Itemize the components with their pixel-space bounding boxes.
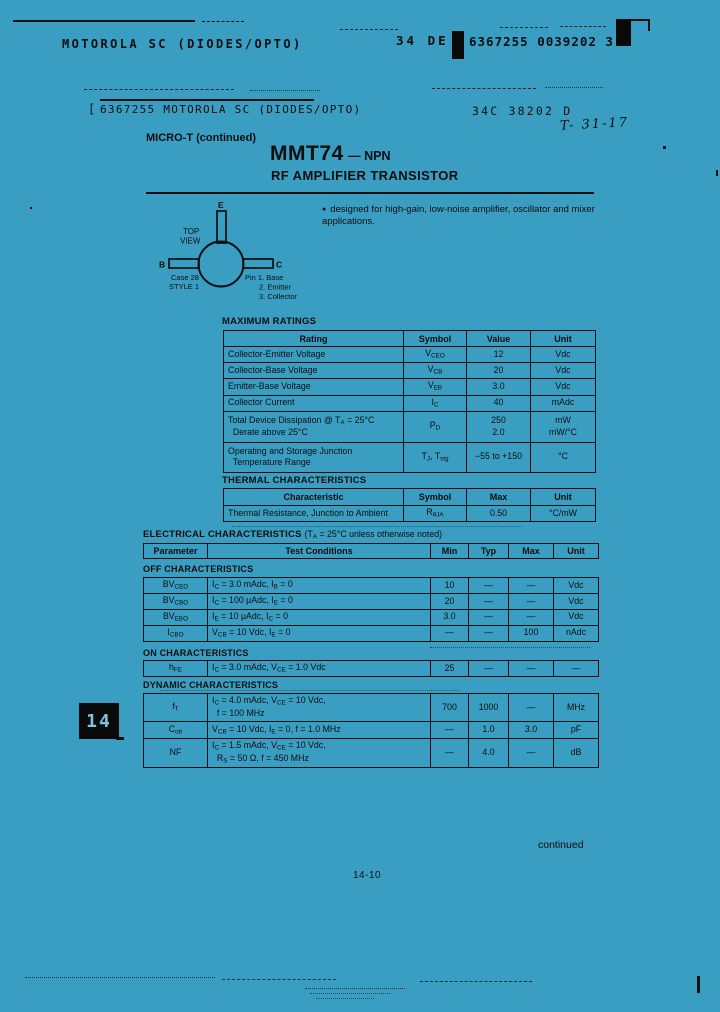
header-row — [224, 331, 596, 347]
column-header: Unit — [531, 489, 596, 506]
cell-typ: — — [469, 593, 509, 609]
scan-line — [560, 26, 606, 27]
lead-c-label: C — [276, 259, 283, 270]
scan-speck — [663, 146, 666, 149]
cell-max: 3.0 — [509, 722, 554, 739]
header-line2-left: 6367255 MOTOROLA SC (DIODES/OPTO) — [100, 103, 362, 116]
scan-smudge — [310, 993, 390, 994]
collector-lead — [243, 259, 273, 268]
page-number: 14-10 — [353, 870, 382, 881]
cell-symbol: $V_{CEO}$ — [404, 347, 467, 363]
on-characteristics-label: ON CHARACTERISTICS — [143, 648, 249, 658]
cell-rating: Emitter-Base Voltage — [224, 378, 404, 395]
table-row — [224, 506, 596, 522]
cell-typ: 1.0 — [469, 722, 509, 739]
column-header: Characteristic — [224, 489, 404, 506]
cell-unit: mAdc — [531, 395, 596, 411]
scan-line — [420, 981, 532, 982]
scan-speck — [648, 19, 650, 31]
handwritten-note: T- 31-17 — [559, 115, 630, 134]
table-row — [224, 362, 596, 378]
column-header: Max — [509, 544, 554, 559]
cell-cond: $V_{CB} = 10$ Vdc, $I_E = 0$ — [208, 625, 431, 641]
chapter-tab — [79, 703, 119, 739]
table-row — [224, 395, 596, 411]
style-label: STYLE 1 — [169, 282, 200, 291]
cell-min: 25 — [431, 661, 469, 677]
cell-cond: $I_C = 3.0$ mAdc, $I_B = 0$ — [208, 578, 431, 594]
scan-smudge — [305, 988, 405, 989]
cell-cond: $I_C = 100$ μAdc, $I_E = 0$ — [208, 593, 431, 609]
barcode-block-icon — [616, 19, 631, 46]
cell-value: 250 2.0 — [467, 411, 531, 442]
section-label: MICRO-T (continued) — [146, 132, 256, 144]
cell-min: 10 — [431, 578, 469, 594]
column-header: Min — [431, 544, 469, 559]
bracket-mark: [ — [88, 102, 96, 116]
scan-line — [616, 19, 650, 21]
scan-line — [160, 690, 460, 691]
part-number: MMT74 — [270, 142, 344, 165]
header-line1-code: 34 DE — [396, 33, 449, 48]
table-row — [144, 739, 599, 768]
maximum-ratings-title: MAXIMUM RATINGS — [222, 316, 317, 327]
cell-symbol: $V_{EB}$ — [404, 378, 467, 395]
scan-line — [100, 99, 314, 101]
column-header: Max — [467, 489, 531, 506]
cell-param: $BV_{CBO}$ — [144, 593, 208, 609]
table-row — [144, 625, 599, 641]
cell-rating: Operating and Storage Junction Temperature Range — [224, 442, 404, 472]
electrical-title — [143, 529, 442, 541]
cell-unit: nAdc — [554, 625, 599, 641]
cell-unit: pF — [554, 722, 599, 739]
column-header: Parameter — [144, 544, 208, 559]
dynamic-characteristics-label: DYNAMIC CHARACTERISTICS — [143, 680, 279, 690]
column-header: Symbol — [404, 331, 467, 347]
off-characteristics-table — [143, 577, 599, 642]
bullet-text: designed for high-gain, low-noise amplifier, oscillator and mixer applications. — [322, 204, 595, 227]
cell-min: — — [431, 722, 469, 739]
table-row — [224, 378, 596, 395]
case-label: Case 28 — [171, 273, 199, 282]
header-line2-right: 34C 38202 D — [472, 104, 573, 118]
table-row — [144, 722, 599, 739]
pin-label-3: 3. Collector — [259, 292, 297, 301]
scan-speck — [30, 207, 32, 209]
table-row — [144, 609, 599, 625]
cell-typ: — — [469, 661, 509, 677]
header-line1-left: MOTOROLA SC (DIODES/OPTO) — [62, 37, 303, 51]
cell-max: — — [509, 694, 554, 722]
package-drawing — [150, 196, 314, 308]
cell-unit: — — [554, 661, 599, 677]
column-header: Unit — [554, 544, 599, 559]
column-header: Rating — [224, 331, 404, 347]
cell-typ: — — [469, 578, 509, 594]
cell-symbol: $V_{CB}$ — [404, 362, 467, 378]
cell-unit: Vdc — [554, 578, 599, 594]
column-header: Value — [467, 331, 531, 347]
cell-cond: $I_C = 1.5$ mAdc, $V_{CE} = 10$ Vdc, $R_S = 50$ Ω, f = 450 MHz — [208, 739, 431, 768]
cell-param: $BV_{CEO}$ — [144, 578, 208, 594]
dynamic-characteristics-table — [143, 693, 599, 768]
cell-min: 20 — [431, 593, 469, 609]
base-lead — [169, 259, 199, 268]
cell-max: — — [509, 661, 554, 677]
table-row — [144, 578, 599, 594]
scan-line — [250, 90, 320, 91]
lead-e-label: E — [218, 200, 224, 210]
scan-line — [232, 526, 522, 527]
cell-rating: Total Device Dissipation @ $T_A = 25^\circ C$ Derate above 25°C — [224, 411, 404, 442]
cell-cond: $I_C = 4.0$ mAdc, $V_{CE} = 10$ Vdc, f = 100 MHz — [208, 694, 431, 722]
scan-speck — [697, 976, 700, 993]
table-row — [144, 593, 599, 609]
cell-param: $BV_{EBO}$ — [144, 609, 208, 625]
cell-min: 3.0 — [431, 609, 469, 625]
table-row — [224, 442, 596, 472]
cell-max: — — [509, 739, 554, 768]
cell-cond: $I_C = 3.0$ mAdc, $V_{CE} = 1.0$ Vdc — [208, 661, 431, 677]
scan-line — [202, 21, 244, 22]
cell-characteristic: Thermal Resistance, Junction to Ambient — [224, 506, 404, 522]
cell-min: — — [431, 625, 469, 641]
cell-typ: — — [469, 609, 509, 625]
electrical-header-table — [143, 543, 599, 559]
cell-typ: 4.0 — [469, 739, 509, 768]
off-characteristics-label: OFF CHARACTERISTICS — [143, 564, 254, 574]
scan-smudge — [316, 998, 374, 999]
cell-value: 20 — [467, 362, 531, 378]
cell-typ: 1000 — [469, 694, 509, 722]
part-title — [270, 142, 391, 166]
cell-param: $I_{CBO}$ — [144, 625, 208, 641]
scan-speck — [716, 170, 718, 176]
column-header: Typ — [469, 544, 509, 559]
scan-line — [500, 27, 548, 28]
scan-line — [430, 647, 590, 648]
cell-param: NF — [144, 739, 208, 768]
cell-param: $h_{FE}$ — [144, 661, 208, 677]
cell-max: 0.50 — [467, 506, 531, 522]
header-row — [144, 544, 599, 559]
top-view-label-2: VIEW — [180, 236, 201, 246]
cell-unit: MHz — [554, 694, 599, 722]
pin-label-1: Pin 1. Base — [245, 273, 284, 282]
cell-symbol: $I_C$ — [404, 395, 467, 411]
thermal-table — [223, 488, 596, 522]
cell-unit: dB — [554, 739, 599, 768]
electrical-title-note: ($T_A = 25^\circ C$ unless otherwise noted) — [304, 529, 443, 541]
cell-rating: Collector Current — [224, 395, 404, 411]
cell-unit: Vdc — [531, 362, 596, 378]
table-row — [224, 347, 596, 363]
header-row — [224, 489, 596, 506]
cell-value: 12 — [467, 347, 531, 363]
cell-typ: — — [469, 625, 509, 641]
cell-value: −55 to +150 — [467, 442, 531, 472]
scan-line — [13, 20, 195, 22]
cell-symbol: $P_D$ — [404, 411, 467, 442]
continued-label: continued — [538, 839, 584, 851]
scan-line — [545, 87, 603, 88]
cell-unit: Vdc — [554, 609, 599, 625]
cell-rating: Collector-Base Voltage — [224, 362, 404, 378]
bullet-icon: ● — [322, 206, 327, 213]
thermal-title: THERMAL CHARACTERISTICS — [222, 475, 367, 486]
table-row — [144, 661, 599, 677]
table-row — [144, 694, 599, 722]
cell-max: — — [509, 578, 554, 594]
scan-line — [84, 89, 234, 90]
chapter-tab-number: 14 — [86, 710, 112, 732]
top-view-label-1: TOP — [183, 227, 200, 236]
title-rule — [146, 192, 594, 194]
cell-param: $f_T$ — [144, 694, 208, 722]
scan-line — [222, 979, 336, 980]
cell-max: — — [509, 609, 554, 625]
scan-line — [340, 29, 398, 30]
cell-min: 700 — [431, 694, 469, 722]
header-line1-number: 6367255 0039202 3 — [469, 34, 614, 49]
electrical-title-text: ELECTRICAL CHARACTERISTICS — [143, 529, 302, 540]
part-subtitle: RF AMPLIFIER TRANSISTOR — [271, 168, 459, 183]
table-row — [224, 411, 596, 442]
cell-param: $C_{ob}$ — [144, 722, 208, 739]
cell-symbol: $T_J$, $T_{stg}$ — [404, 442, 467, 472]
package-body — [199, 242, 244, 287]
scan-line — [25, 977, 215, 978]
on-characteristics-table — [143, 660, 599, 677]
cell-unit: °C/mW — [531, 506, 596, 522]
column-header: Symbol — [404, 489, 467, 506]
cell-max: — — [509, 593, 554, 609]
cell-min: — — [431, 739, 469, 768]
scan-line — [432, 88, 536, 89]
lead-b-label: B — [159, 259, 166, 270]
cell-cond: $V_{CB} = 10$ Vdc, $I_E = 0$, f = 1.0 MHz — [208, 722, 431, 739]
feature-bullet — [322, 204, 612, 228]
cell-unit: Vdc — [531, 378, 596, 395]
part-type: — NPN — [348, 149, 391, 163]
maximum-ratings-table — [223, 330, 596, 473]
cell-value: 3.0 — [467, 378, 531, 395]
cell-max: 100 — [509, 625, 554, 641]
emitter-lead — [217, 211, 226, 243]
cell-rating: Collector-Emitter Voltage — [224, 347, 404, 363]
pin-label-2: 2. Emitter — [259, 282, 292, 292]
cell-value: 40 — [467, 395, 531, 411]
cell-symbol: $R_{\theta JA}$ — [404, 506, 467, 522]
cell-unit: °C — [531, 442, 596, 472]
cell-cond: $I_E = 10$ μAdc, $I_C = 0$ — [208, 609, 431, 625]
barcode-block-icon — [452, 31, 464, 59]
column-header: Test Conditions — [208, 544, 431, 559]
column-header: Unit — [531, 331, 596, 347]
cell-unit: mW mW/°C — [531, 411, 596, 442]
cell-unit: Vdc — [531, 347, 596, 363]
cell-unit: Vdc — [554, 593, 599, 609]
